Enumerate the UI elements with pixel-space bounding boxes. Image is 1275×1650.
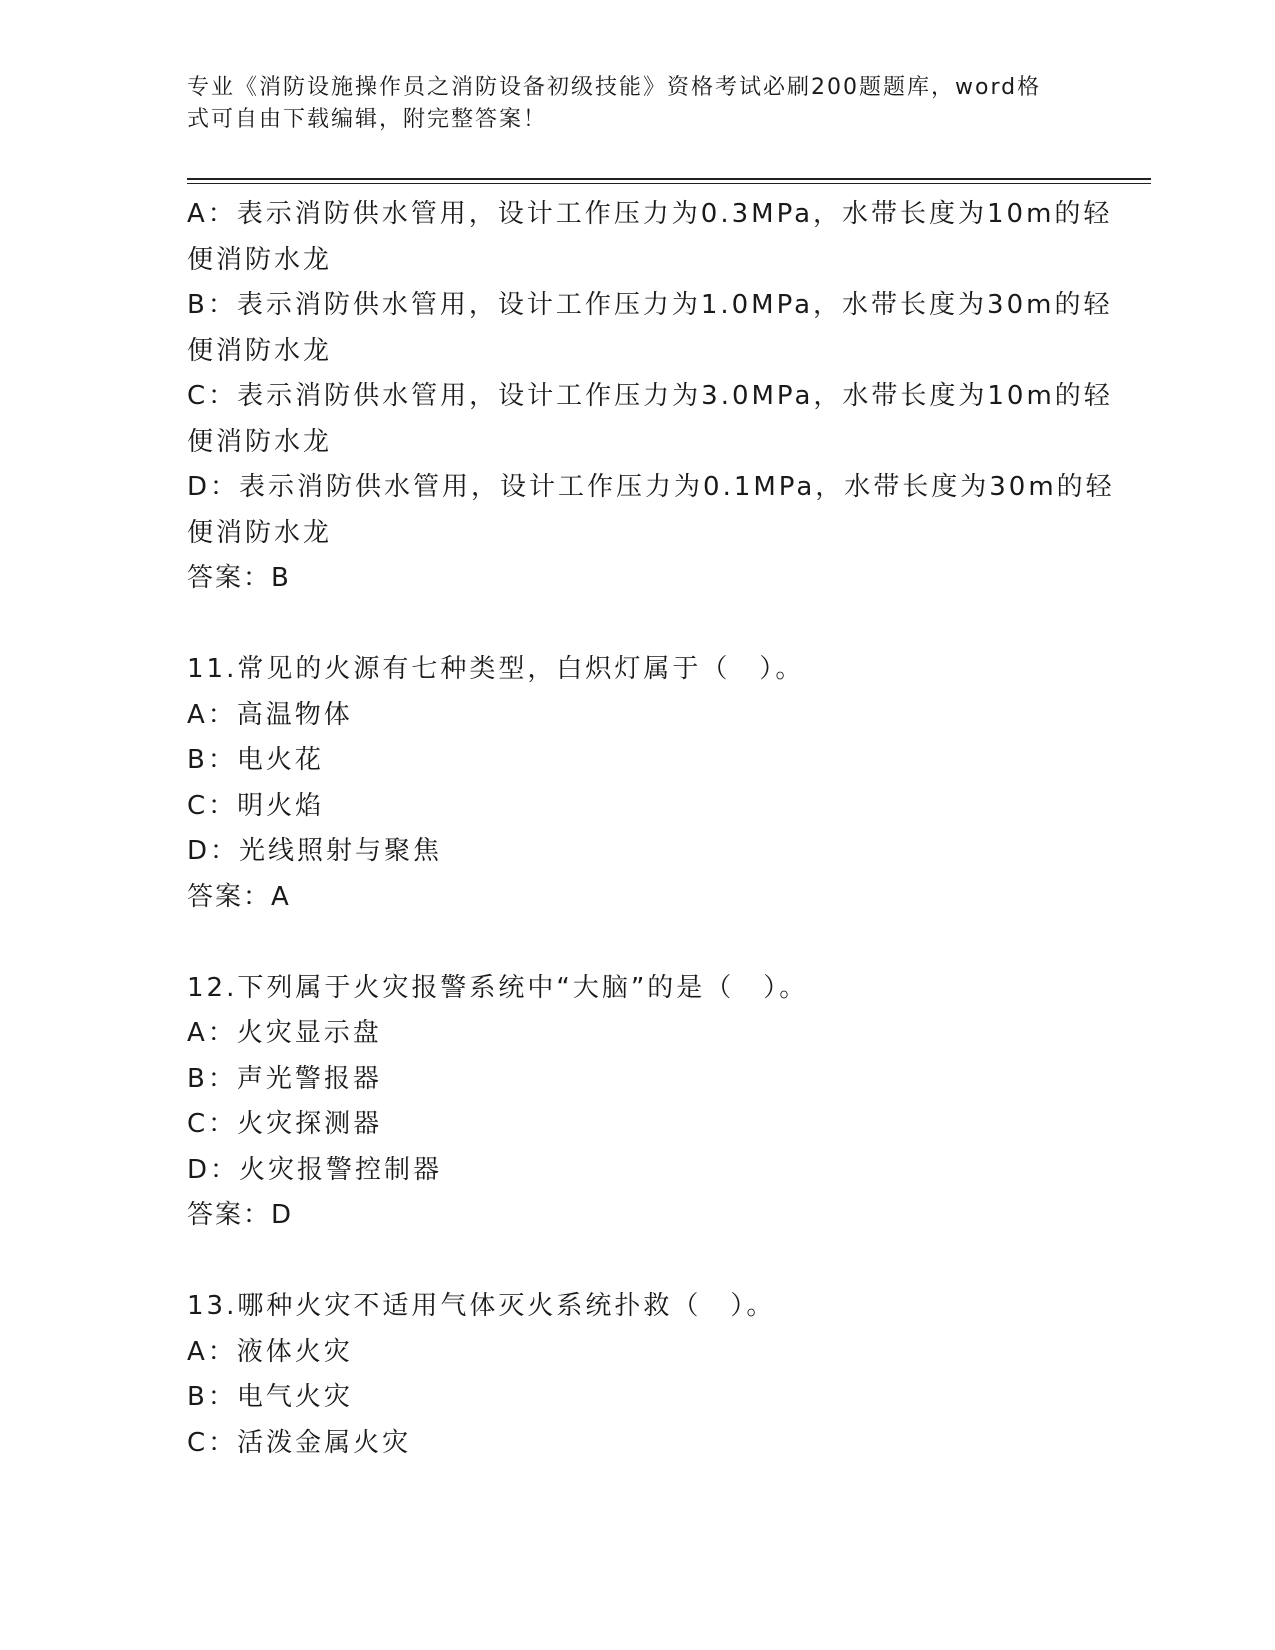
header-divider-thin <box>187 183 1151 184</box>
option-a: A：液体火灾 <box>187 1336 353 1367</box>
question-10-options <box>187 192 1115 602</box>
option-b: B：声光警报器 <box>187 1063 382 1094</box>
question-12 <box>187 966 1087 1239</box>
option-c-continued: 便消防水龙 <box>187 426 333 457</box>
option-b: B：电气火灾 <box>187 1382 353 1412</box>
option-c: C：火灾探测器 <box>187 1109 383 1139</box>
spacer <box>187 920 1087 966</box>
question-13 <box>187 1284 1087 1466</box>
option-b-continued: 便消防水龙 <box>187 335 333 366</box>
header-line-2: 式可自由下载编辑，附完整答案！ <box>187 107 548 132</box>
option-d: D：光线照射与聚焦 <box>187 836 443 866</box>
option-a: A：表示消防供水管用，设计工作压力为0.3MPa，水带长度为10m的轻 <box>187 199 1113 229</box>
option-b: B：电火花 <box>187 745 324 775</box>
question-text: 13.哪种火灾不适用气体灭火系统扑救（ ）。 <box>187 1291 776 1321</box>
option-a-continued: 便消防水龙 <box>187 244 333 275</box>
question-list <box>187 192 1115 1466</box>
option-d: D：火灾报警控制器 <box>187 1154 443 1185</box>
option-d-continued: 便消防水龙 <box>187 517 333 548</box>
spacer <box>187 602 1087 648</box>
question-11 <box>187 647 1087 920</box>
answer-line: 答案：D <box>187 1200 294 1230</box>
option-c: C：活泼金属火灾 <box>187 1427 412 1458</box>
spacer <box>187 1239 1087 1285</box>
answer-line: 答案：B <box>187 563 291 593</box>
document-header <box>187 72 1067 136</box>
question-text: 12.下列属于火灾报警系统中“大脑”的是（ ）。 <box>187 972 809 1003</box>
question-text: 11.常见的火源有七种类型，白炽灯属于（ ）。 <box>187 654 805 684</box>
option-c: C：表示消防供水管用，设计工作压力为3.0MPa，水带长度为10m的轻 <box>187 381 1113 411</box>
option-d: D：表示消防供水管用，设计工作压力为0.1MPa，水带长度为30m的轻 <box>187 472 1115 502</box>
option-c: C：明火焰 <box>187 790 325 821</box>
header-line-1: 专业《消防设施操作员之消防设备初级技能》资格考试必刷200题题库，word格 <box>187 75 1042 100</box>
answer-line: 答案：A <box>187 881 291 912</box>
option-a: A：火灾显示盘 <box>187 1018 382 1048</box>
option-a: A：高温物体 <box>187 699 353 730</box>
option-b: B：表示消防供水管用，设计工作压力为1.0MPa，水带长度为30m的轻 <box>187 290 1113 320</box>
header-divider-thick <box>187 178 1151 180</box>
